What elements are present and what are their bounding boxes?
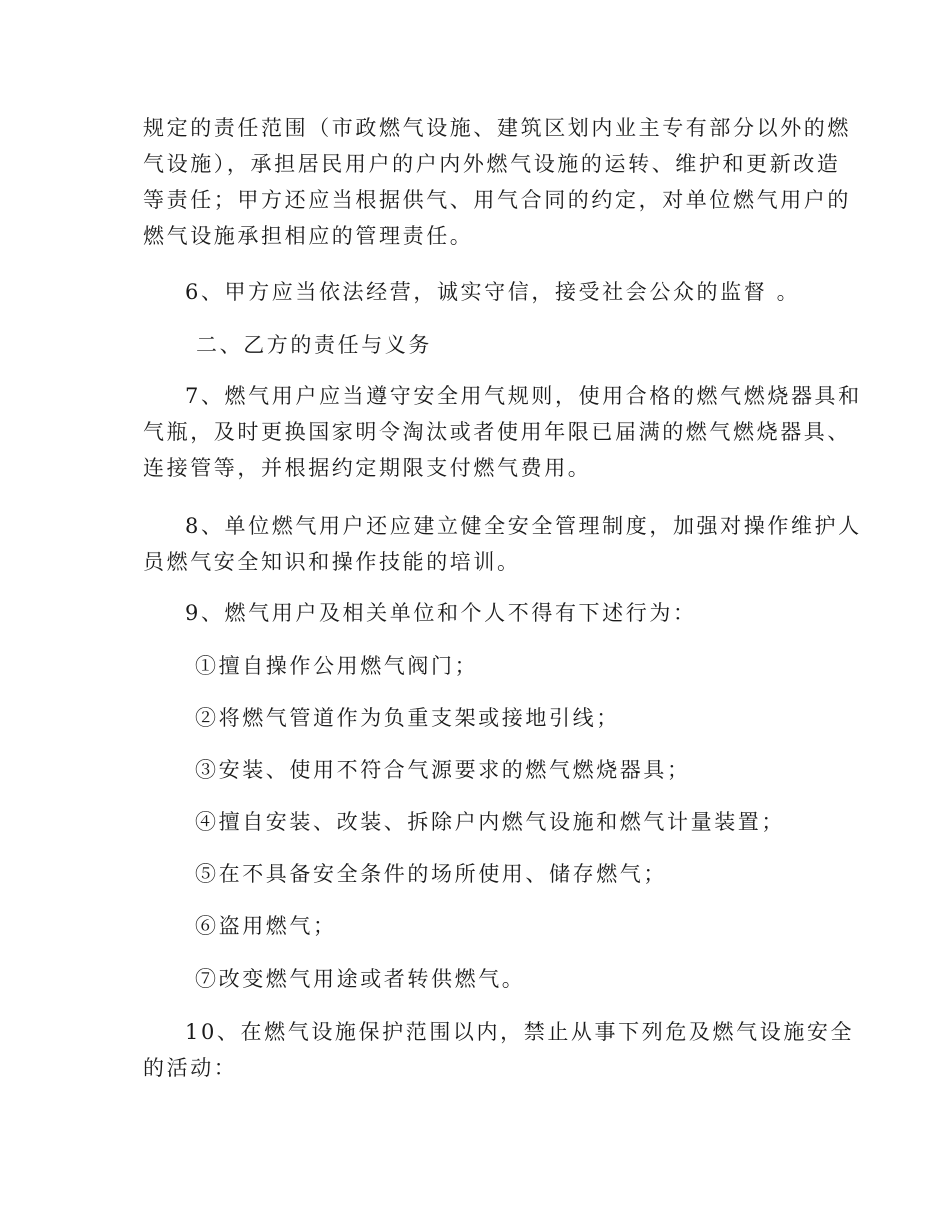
- text-line: 规定的责任范围（市政燃气设施、建筑区划内业主专有部分以外的燃: [143, 116, 851, 140]
- paragraph-9: 9、燃气用户及相关单位和个人不得有下述行为：: [185, 601, 697, 625]
- list-item: ⑤在不具备安全条件的场所使用、储存燃气；: [195, 862, 667, 886]
- text-line: 7、燃气用户应当遵守安全用气规则，使用合格的燃气燃烧器具和: [185, 384, 862, 408]
- paragraph-8: [143, 508, 862, 580]
- text-line: 气设施），承担居民用户的户内外燃气设施的运转、维护和更新改造: [143, 152, 841, 176]
- text-line: 员燃气安全知识和操作技能的培训。: [143, 550, 521, 574]
- paragraph-6: 6、甲方应当依法经营，诚实守信，接受社会公众的监督 。: [185, 280, 801, 304]
- list-item: ⑦改变燃气用途或者转供燃气。: [195, 967, 526, 991]
- list-item: ③安装、使用不符合气源要求的燃气燃烧器具；: [195, 758, 691, 782]
- paragraph-10: [143, 1014, 855, 1086]
- text-line: 燃气设施承担相应的管理责任。: [143, 224, 474, 248]
- list-item: ①擅自操作公用燃气阀门；: [195, 654, 479, 678]
- paragraph-7: [143, 378, 862, 486]
- text-line: 10、在燃气设施保护范围以内，禁止从事下列危及燃气设施安全: [185, 1020, 855, 1044]
- list-item: ②将燃气管道作为负重支架或接地引线；: [195, 706, 620, 730]
- section-heading: 二、乙方的责任与义务: [196, 333, 432, 357]
- text-line: 气瓶，及时更换国家明令淘汰或者使用年限已届满的燃气燃烧器具、: [143, 420, 851, 444]
- text-line: 8、单位燃气用户还应建立健全安全管理制度，加强对操作维护人: [185, 514, 862, 538]
- list-item: ⑥盗用燃气；: [195, 914, 337, 938]
- text-line: 等责任；甲方还应当根据供气、用气合同的约定，对单位燃气用户的: [143, 188, 851, 212]
- text-line: 的活动：: [143, 1056, 238, 1080]
- paragraph-responsibility-scope: [143, 110, 851, 254]
- list-item: ④擅自安装、改装、拆除户内燃气设施和燃气计量装置；: [195, 810, 785, 834]
- text-line: 连接管等，并根据约定期限支付燃气费用。: [143, 456, 592, 480]
